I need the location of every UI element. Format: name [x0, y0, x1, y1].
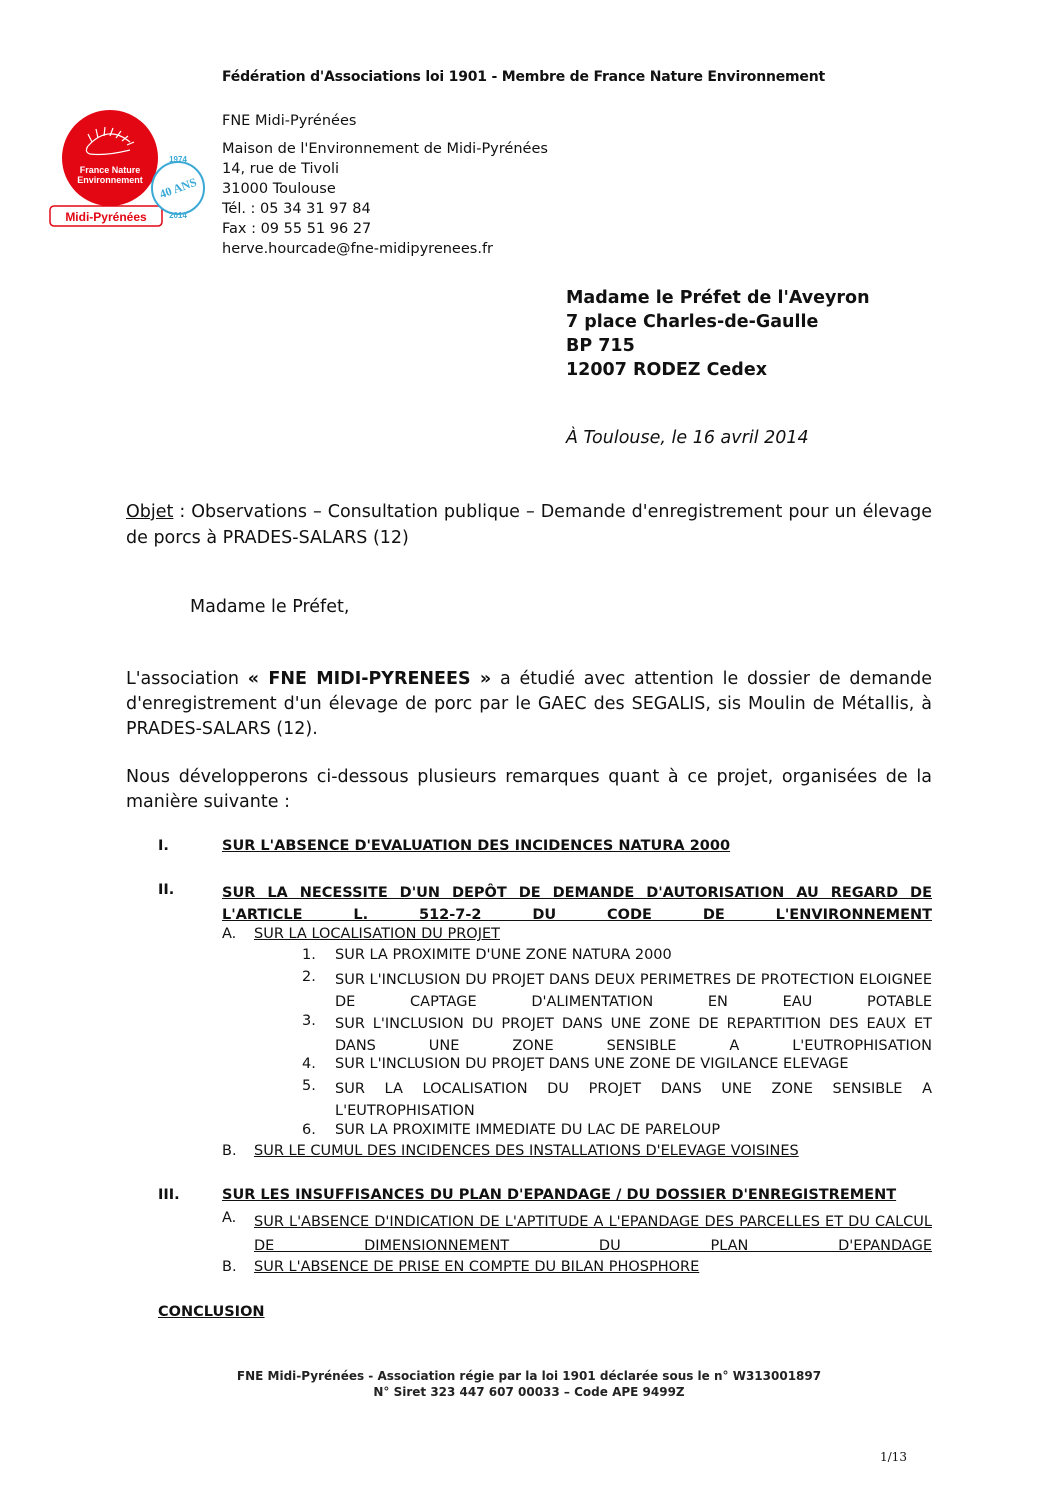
- federation-line: Fédération d'Associations loi 1901 - Membre de France Nature Environnement: [222, 69, 825, 85]
- salutation: Madame le Préfet,: [190, 597, 350, 617]
- anniversary-label: 40 ANS: [157, 174, 199, 202]
- recipient-address: [566, 286, 870, 382]
- anniversary-year-top: 1974: [169, 155, 187, 164]
- subsection-3a-title: SUR L'ABSENCE D'INDICATION DE L'APTITUDE A L'EPANDAGE DES PARCELLES ET DU CALCUL DE DIMENSIONNEMENT DU PLAN D'EPANDAGE: [254, 1214, 932, 1254]
- subsection-number: B.: [222, 1259, 237, 1275]
- subsection-2b-title: SUR LE CUMUL DES INCIDENCES DES INSTALLATIONS D'ELEVAGE VOISINES: [254, 1143, 799, 1159]
- subsection-2a-title: SUR LA LOCALISATION DU PROJET: [254, 926, 500, 942]
- recipient-line: BP 715: [566, 336, 635, 356]
- item-text: SUR L'INCLUSION DU PROJET DANS UNE ZONE DE REPARTITION DES EAUX ET DANS UNE ZONE SENSIBLE A L'EUTROPHISATION: [335, 1016, 932, 1054]
- item-text: SUR L'INCLUSION DU PROJET DANS DEUX PERIMETRES DE PROTECTION ELOIGNEE DE CAPTAGE D'ALIMENTATION EN EAU POTABLE: [335, 972, 932, 1010]
- subject: [126, 499, 932, 551]
- subsection-3b-title: SUR L'ABSENCE DE PRISE EN COMPTE DU BILAN PHOSPHORE: [254, 1259, 700, 1275]
- section-3-title: SUR LES INSUFFISANCES DU PLAN D'EPANDAGE / DU DOSSIER D'ENREGISTREMENT: [222, 1187, 897, 1203]
- item-text: SUR L'INCLUSION DU PROJET DANS UNE ZONE DE VIGILANCE ELEVAGE: [335, 1056, 849, 1072]
- sender-org: FNE Midi-Pyrénées: [222, 113, 357, 129]
- conclusion-heading: CONCLUSION: [158, 1304, 265, 1320]
- anniversary-year-bottom: 2014: [169, 211, 187, 220]
- subsection-number: A.: [222, 926, 237, 942]
- sender-address: [222, 111, 548, 259]
- logo-red-circle: [62, 110, 158, 206]
- sender-line: Tél. : 05 34 31 97 84: [222, 201, 371, 217]
- section-number: II.: [158, 882, 175, 898]
- logo-line2: Environnement: [77, 175, 143, 185]
- section-number: I.: [158, 838, 169, 854]
- subsection-number: B.: [222, 1143, 237, 1159]
- item-text: SUR LA PROXIMITE D'UNE ZONE NATURA 2000: [335, 947, 672, 963]
- item-number: 4.: [302, 1056, 316, 1072]
- footer: [0, 1368, 1058, 1400]
- page-number: 1/13: [880, 1450, 907, 1464]
- letter-date: À Toulouse, le 16 avril 2014: [566, 428, 809, 448]
- sender-line: 14, rue de Tivoli: [222, 161, 340, 177]
- item-text: SUR LA LOCALISATION DU PROJET DANS UNE ZONE SENSIBLE A L'EUTROPHISATION: [335, 1081, 932, 1119]
- recipient-line: Madame le Préfet de l'Aveyron: [566, 288, 870, 308]
- section-2-title: SUR LA NECESSITE D'UN DEPÔT DE DEMANDE D'AUTORISATION AU REGARD DE L'ARTICLE L. 512-7-2 DU CODE DE L'ENVIRONNEMENT: [222, 885, 932, 923]
- section-number: III.: [158, 1187, 180, 1203]
- item-number: 1.: [302, 947, 316, 963]
- item-number: 3.: [302, 1013, 316, 1029]
- item-number: 5.: [302, 1078, 316, 1094]
- logo-region: Midi-Pyrénées: [65, 210, 147, 224]
- section-1-title: SUR L'ABSENCE D'EVALUATION DES INCIDENCES NATURA 2000: [222, 838, 731, 854]
- footer-line: N° Siret 323 447 607 00033 – Code APE 9499Z: [373, 1385, 685, 1399]
- recipient-line: 12007 RODEZ Cedex: [566, 360, 767, 380]
- footer-line: FNE Midi-Pyrénées - Association régie par la loi 1901 déclarée sous le n° W313001897: [236, 1369, 822, 1383]
- subject-text: : Observations – Consultation publique – Demande d'enregistrement pour un élevage de porcs à PRADES-SALARS (12): [126, 502, 932, 548]
- sender-line: 31000 Toulouse: [222, 181, 336, 197]
- sender-email: herve.hourcade@fne-midipyrenees.fr: [222, 241, 494, 257]
- item-number: 6.: [302, 1122, 316, 1138]
- item-text: SUR LA PROXIMITE IMMEDIATE DU LAC DE PARELOUP: [335, 1122, 721, 1138]
- fne-logo: [48, 108, 208, 230]
- sender-line: Maison de l'Environnement de Midi-Pyrénées: [222, 141, 548, 157]
- association-name: « FNE MIDI-PYRENEES »: [247, 669, 492, 689]
- subject-label: Objet: [126, 502, 174, 522]
- body-paragraph-1: L'association « FNE MIDI-PYRENEES » a étudié avec attention le dossier de demande d'enregistrement d'un élevage de porc par le GAEC des SEGALIS, sis Moulin de Métallis, à PRADES-SALARS (12).: [126, 669, 932, 739]
- subsection-number: A.: [222, 1210, 237, 1226]
- recipient-line: 7 place Charles-de-Gaulle: [566, 312, 819, 332]
- sender-line: Fax : 09 55 51 96 27: [222, 221, 372, 237]
- body-paragraph-2: Nous développerons ci-dessous plusieurs remarques quant à ce projet, organisées de la manière suivante :: [126, 767, 932, 812]
- item-number: 2.: [302, 969, 316, 985]
- logo-line1: France Nature: [79, 165, 141, 175]
